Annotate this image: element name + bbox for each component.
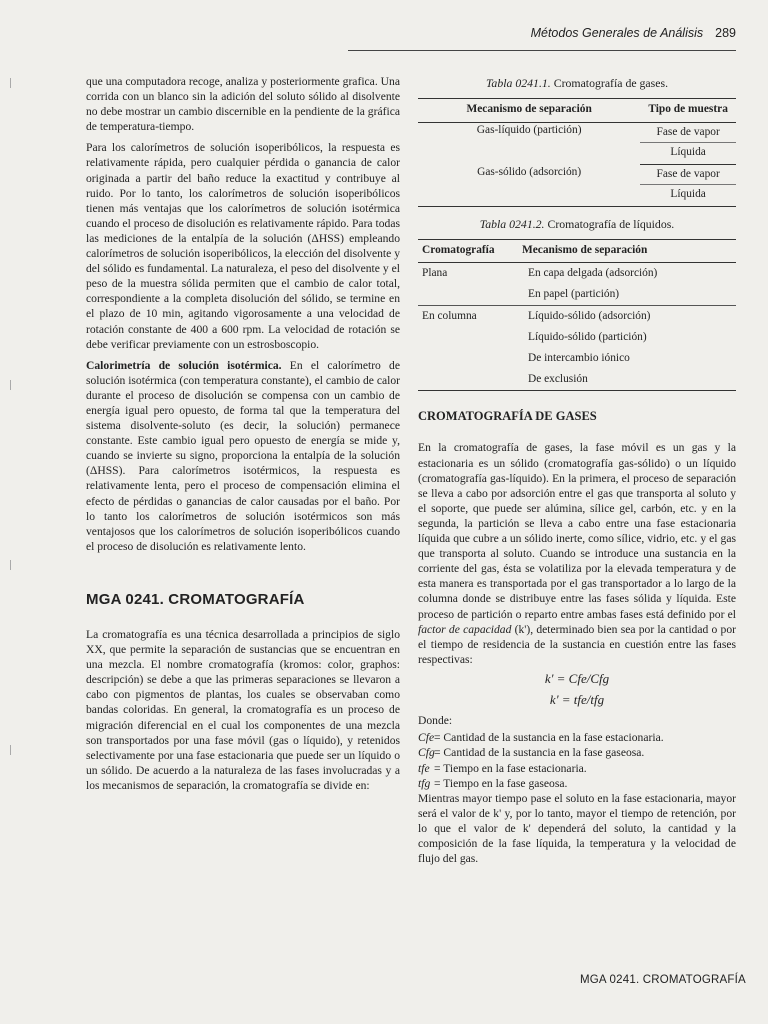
definition-text: = Cantidad de la sustancia en la fase estacionaria. bbox=[434, 731, 664, 745]
emphasis: factor de capacidad bbox=[418, 622, 512, 636]
paragraph-text: En la cromatografía de gases, la fase móvil es un gas y la estacionaria es un sólido (cromatografía gas-sólido) o un líquido (cromatografía gas-líquido). En la primera, el proceso de separación se lleva a cabo por adsorción entre el gas que transporta al soluto y el soporte, que puede ser alúmina, sílice gel, carbón, etc. y en la segunda, la partición se lleva a cabo entre una fase estacionaria líquida que cubre a un sólido inerte, como sílice, vidrio, etc. y el gas que transporta al soluto. Cuando se introduce una sustancia en la corriente del gas, ésta se volatiliza por la elevada temperatura y de esta manera es transportada por el gas transportador a lo largo de la columna donde se distribuye entre las fases sólida y líquida. Este proceso de partición o reparto entre ambas fases está definido por el bbox=[418, 441, 736, 621]
paragraph bbox=[418, 440, 736, 666]
definition-text: = Tiempo en la fase estacionaria. bbox=[434, 761, 587, 775]
table-cell: En papel (partición) bbox=[518, 284, 736, 306]
table-cell: Gas-líquido (partición) bbox=[476, 124, 582, 137]
table-cell: Gas-sólido (adsorción) bbox=[418, 165, 640, 207]
definition-item bbox=[418, 745, 736, 760]
running-header bbox=[348, 26, 736, 51]
table-cell: De intercambio iónico bbox=[528, 352, 630, 365]
table-cell: Líquida bbox=[640, 143, 736, 165]
definition-symbol: Cfe bbox=[418, 731, 435, 745]
table-header: Mecanismo de separación bbox=[418, 99, 640, 123]
table-caption bbox=[418, 76, 736, 91]
table-gas-chromatography bbox=[418, 98, 736, 207]
paragraph: que una computadora recoge, analiza y posteriormente grafica. Una corrida con un blanco sin la adición del soluto sólido al disolvente no debe mostrar un cambio discernible en la pendiente de la gráfica de temperatura-tiempo. bbox=[86, 75, 400, 134]
definition-symbol: Cfg bbox=[418, 746, 435, 760]
scan-mark bbox=[10, 560, 11, 570]
table-header: Tipo de muestra bbox=[640, 99, 736, 123]
scan-mark bbox=[10, 78, 11, 88]
definitions-list bbox=[418, 730, 736, 791]
page-number: 289 bbox=[715, 26, 736, 40]
scan-mark bbox=[10, 380, 11, 390]
paragraph: Para los calorímetros de solución isoperibólicos, la respuesta es relativamente rápida, pero cualquier pérdida o ganancia de calor originada a partir del baño reduce la exactitud y contribuye al ruido. Por lo tanto, los calorímetros de solución isoperibólicos tienen más ventajas que los calorímetros de solución isotérmica cuando el proceso de disolución es relativamente rápido. Para todas las mediciones de la entalpía de la solución (ΔHSS) empleando calorímetros de solución isoperibólicos, la elección del disolvente y del sólido es fundamental. La naturaleza, el peso del disolvente y el peso de la muestra sólida permiten que el cambio de calor total, correspondiente a la completa disolución del sólido, se termine en el plazo de 10 min, agitando vigorosamente a una velocidad de rotación constante de 400 a 600 rpm. La velocidad de rotación se debe verificar previamente con un estrosboscopio. bbox=[86, 141, 400, 351]
paragraph-heading: Calorimetría de solución isotérmica. bbox=[86, 358, 282, 372]
caption-label: Tabla 0241.2. bbox=[479, 217, 545, 232]
table-cell: Líquida bbox=[640, 185, 736, 207]
definition-item bbox=[418, 730, 736, 745]
definition-symbol: tfe bbox=[418, 761, 430, 775]
paragraph bbox=[86, 358, 400, 554]
caption-label: Tabla 0241.1. bbox=[485, 76, 551, 90]
table-cell: Líquido-sólido (adsorción) bbox=[528, 310, 651, 323]
formula: k' = tfe/tfg bbox=[549, 691, 605, 707]
definitions-label: Donde: bbox=[418, 714, 453, 728]
table-caption bbox=[418, 217, 736, 232]
table-cell: Fase de vapor bbox=[640, 165, 736, 185]
paragraph-text: En el calorímetro de solución isotérmica (con temperatura constante), el cambio de calor durante el proceso de disolución se compensa con un cambio de energía igual pero opuesto, de forma tal que la temperatura del sistema disolvente-soluto (es decir, la solución) permanece constante. Este cambio igual pero opuesto de energía se mide y, cuando se invierte su signo, proporciona la entalpía de la solución (ΔHSS). Para calorímetros isotérmicos, la respuesta es relativamente lenta, pero el proceso de compensación elimina el efecto de pérdidas o ganancias de calor causadas por el baño. Por lo tanto los calorímetros de solución isotérmicos son más ventajosos que los calorímetros de solución isoperibólicos cuando el proceso de disolución es relativamente lento. bbox=[86, 358, 401, 553]
header-title: Métodos Generales de Análisis bbox=[530, 26, 704, 40]
table-header: Cromatografía bbox=[418, 240, 518, 263]
definition-text: = Cantidad de la sustancia en la fase gaseosa. bbox=[434, 746, 645, 760]
definition-symbol: tfg bbox=[418, 776, 431, 790]
paragraph-text: (k'), determinado bien sea por la cantidad o por el tiempo de residencia de la sustancia en cuestión entre las fases respectivas: bbox=[418, 622, 736, 666]
table-cell: Líquido-sólido (partición) bbox=[528, 331, 647, 344]
paragraph: Mientras mayor tiempo pase el soluto en la fase estacionaria, mayor será el valor de k' y, por lo tanto, mayor el tiempo de retención, por lo que el valor de k' dependerá del soluto, la cantidad y la composición de la fase líquida, la temperatura y la velocidad de flujo del gas. bbox=[418, 791, 736, 866]
definition-item bbox=[418, 761, 736, 776]
formula: k' = Cfe/Cfg bbox=[544, 670, 610, 686]
right-column bbox=[418, 74, 736, 872]
caption-text: Cromatografía de gases. bbox=[553, 76, 669, 90]
table-cell: Fase de vapor bbox=[640, 123, 736, 143]
caption-text: Cromatografía de líquidos. bbox=[547, 217, 675, 232]
table-cell: De exclusión bbox=[518, 369, 736, 391]
definition-text: = Tiempo en la fase gaseosa. bbox=[434, 776, 568, 790]
scan-mark bbox=[10, 745, 11, 755]
section-title: CROMATOGRAFÍA DE GASES bbox=[418, 409, 597, 424]
table-cell: En columna bbox=[418, 306, 518, 391]
left-column bbox=[86, 74, 400, 799]
section-title: MGA 0241. CROMATOGRAFÍA bbox=[86, 590, 305, 608]
definition-item bbox=[418, 776, 736, 791]
table-cell: Plana bbox=[418, 263, 518, 306]
paragraph: La cromatografía es una técnica desarrollada a principios de siglo XX, que permite la separación de sustancias que se encuentran en una mezcla. El nombre cromatografía (kromos: color, graphos: descripción) se debe a que las primeras separaciones se llevaron a cabo con pigmentos de plantas, los cuales se observaban como bandas coloridas. En general, la cromatografía es un proceso de migración diferencial en el cual los componentes de una mezcla son transportados por una fase móvil (gas o líquido), y retenidos selectivamente por una fase estacionaria que puede ser un líquido o un sólido. De acuerdo a la naturaleza de las fases involucradas y a los mecanismos de separación, la cromatografía se divide en: bbox=[86, 628, 400, 792]
running-footer: MGA 0241. CROMATOGRAFÍA bbox=[580, 974, 746, 986]
table-liquid-chromatography bbox=[418, 239, 736, 391]
table-header: Mecanismo de separación bbox=[518, 240, 736, 263]
table-cell: En capa delgada (adsorción) bbox=[528, 267, 658, 280]
